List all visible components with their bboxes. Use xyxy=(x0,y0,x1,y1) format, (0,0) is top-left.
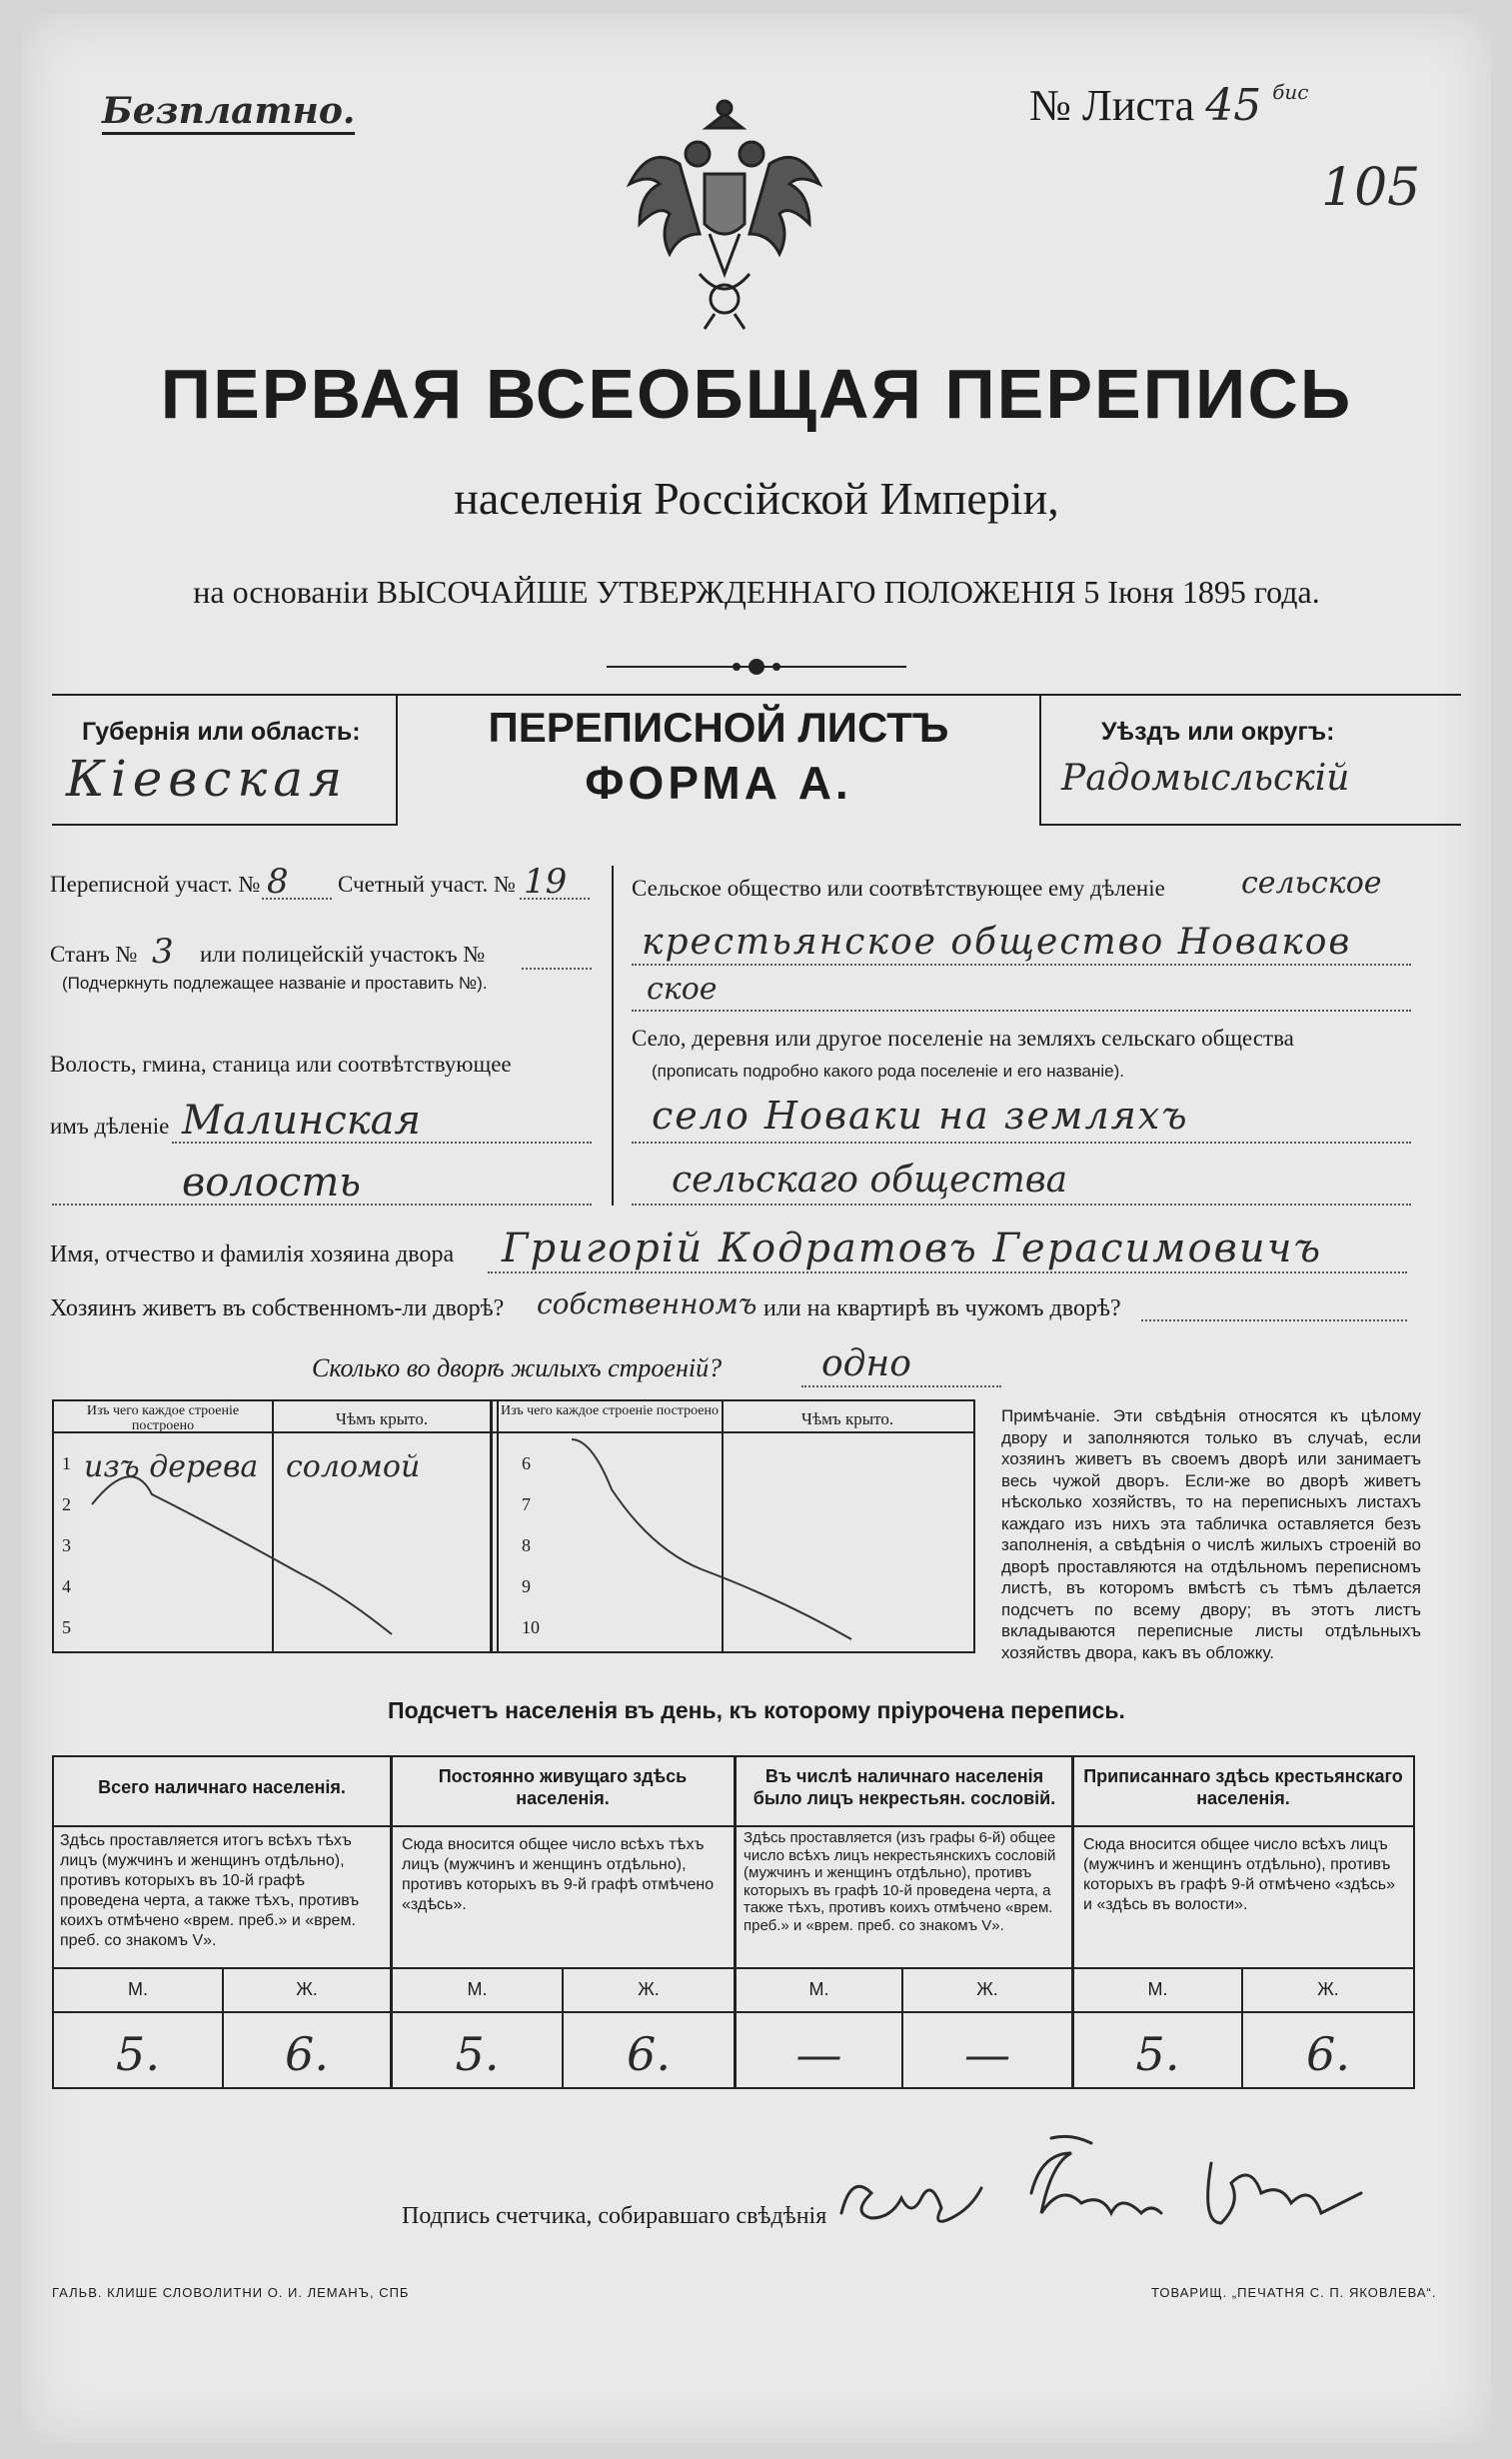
society-underline-1 xyxy=(632,964,1411,966)
row-number: 10 xyxy=(522,1617,540,1637)
signature-label: Подпись счетчика, собиравшаго свѣдѣнія xyxy=(402,2203,827,2229)
buildings-value: одно xyxy=(821,1343,911,1384)
pop-col1-m-value: 5. xyxy=(116,2027,160,2081)
pop-col2-m-label: М. xyxy=(467,1979,488,1999)
count-section-value: 19 xyxy=(524,862,568,902)
pop-col1-f-label: Ж. xyxy=(296,1979,318,1999)
sheet-number-label: № Листа xyxy=(1029,81,1195,130)
material-header-left: Изъ чего каждое строеніе построено xyxy=(86,1403,240,1433)
col1-head-line xyxy=(54,1825,390,1827)
pop-col2-desc: Сюда вносится общее число всѣхъ тѣхъ лицъ (мужчинъ и женщинъ отдѣльно), противъ которыхъ въ 9-й графѣ отмѣчено «здѣсь». xyxy=(402,1836,715,1913)
stan-note: (Подчеркнуть подлежащее названіе и проставить №). xyxy=(62,974,488,993)
residence-label-1: Хозяинъ живетъ въ собственномъ-ли дворѣ? xyxy=(50,1295,505,1321)
pop-col2-head: Постоянно живущаго здѣсь населенія. xyxy=(438,1766,688,1808)
village-underline-2 xyxy=(632,1204,1411,1206)
residence-value: собственномъ xyxy=(537,1287,757,1320)
footer-left: ГАЛЬВ. КЛИШЕ СЛОВОЛИТНИ О. И. ЛЕМАНЪ, СПБ xyxy=(52,2285,410,2300)
society-value-2: крестьянское общество Новаков xyxy=(642,922,1352,963)
village-note: (прописать подробно какого рода поселеніе и его названіе). xyxy=(652,1062,1125,1081)
province-value: Кіевская xyxy=(66,750,349,808)
coat-of-arms-icon xyxy=(620,94,829,334)
population-caption: Подсчетъ населенія въ день, къ которому пріурочена перепись. xyxy=(388,1697,1125,1723)
pop-col4-head: Приписаннаго здѣсь крестьянскаго населенія. xyxy=(1083,1766,1403,1808)
basis-line: на основаніи ВЫСОЧАЙШЕ УТВЕРЖДЕННАГО ПОЛОЖЕНІЯ 5 Іюня 1895 года. xyxy=(193,574,1320,610)
enumerator-signature-icon xyxy=(831,2133,1391,2243)
form-letter: ФОРМА А. xyxy=(585,757,852,809)
residence-label-2: или на квартирѣ въ чужомъ дворѣ? xyxy=(763,1295,1121,1321)
count-section-underline xyxy=(520,898,590,900)
row-number: 1 xyxy=(62,1453,71,1473)
row-number: 8 xyxy=(522,1535,531,1555)
society-label: Сельское общество или соотвѣтствующее ему дѣленіе xyxy=(632,876,1165,901)
sheet-number-value: 45 xyxy=(1205,80,1262,131)
census-section-label: Переписной участ. № xyxy=(50,872,261,897)
buildings-note: Примѣчаніе. Эти свѣдѣнія относятся къ цѣлому двору и заполняются только въ случаѣ, если хозяинъ живетъ въ своемъ дворѣ или занимаетъ весь чужой дворъ. Если-же во дворѣ живетъ нѣсколько хозяйствъ, то на переписныхъ листахъ каждаго изъ нихъ эта табличка оставляется безъ заполненія, а свѣдѣнія о числѣ жилыхъ строеній во дворѣ проставляются на отдѣльномъ переписномъ листѣ, въ которомъ вмѣстѣ съ тѣмъ дѣлается подсчетъ по всему двору; въ этотъ листъ вкладываются переписные листы отдѣльныхъ хозяйствъ двора, какъ въ обложку. xyxy=(1001,1406,1421,1662)
row1-material: изъ дерева xyxy=(84,1449,259,1484)
society-underline-2 xyxy=(632,1010,1411,1012)
form-head-divider-right xyxy=(1039,694,1041,824)
pop-col2-f-value: 6. xyxy=(627,2027,671,2081)
pop-col3-f-label: Ж. xyxy=(976,1979,998,1999)
row-number: 7 xyxy=(522,1494,531,1514)
pop-col1-m-label: М. xyxy=(128,1979,148,1999)
pop-col2-f-label: Ж. xyxy=(638,1979,660,1999)
volost-value-2: волость xyxy=(182,1160,362,1206)
page-title: ПЕРВАЯ ВСЕОБЩАЯ ПЕРЕПИСЬ xyxy=(160,355,1353,433)
material-header-right: Изъ чего каждое строеніе построено xyxy=(501,1403,719,1418)
pop-col3-head: Въ числѣ наличнаго населенія было лицъ некрестьян. сословій. xyxy=(753,1766,1056,1808)
col3-head-line xyxy=(737,1825,1071,1827)
pop-col4-desc: Сюда вносится общее число всѣхъ лицъ (мужчинъ и женщинъ отдѣльно), противъ которыхъ въ графѣ 9-й отмѣчено «здѣсь» и «здѣсь въ волости». xyxy=(1083,1836,1396,1913)
pop-col1-desc: Здѣсь проставляется итогъ всѣхъ тѣхъ лицъ (мужчинъ и женщинъ отдѣльно), противъ которыхъ въ 10-й графѣ проведена черта, а также тѣхъ, противъ коихъ отмѣчено «врем. преб.» и «врем. преб. со знакомъ V». xyxy=(60,1832,360,1949)
census-section-underline xyxy=(262,898,332,900)
pop-col3-m-label: М. xyxy=(808,1979,829,1999)
row1-roof: соломой xyxy=(286,1449,421,1484)
footer-right: ТОВАРИЩ. „ПЕЧАТНЯ С. П. ЯКОВЛЕВА“. xyxy=(1151,2285,1437,2300)
pop-col4-f-label: Ж. xyxy=(1317,1979,1339,1999)
row-number: 9 xyxy=(522,1576,531,1596)
form-title: ПЕРЕПИСНОЙ ЛИСТЪ xyxy=(488,704,949,751)
row-number: 4 xyxy=(62,1576,71,1596)
count-section-label: Счетный участ. № xyxy=(338,872,516,897)
pop-col4-m-value: 5. xyxy=(1135,2027,1180,2081)
stan-label: Станъ № xyxy=(50,942,138,967)
volost-value-1: Малинская xyxy=(182,1098,422,1144)
society-value-1: сельское xyxy=(1241,866,1382,901)
sheet-number-note: бис xyxy=(1272,80,1309,104)
village-value-1: село Новаки на земляхъ xyxy=(652,1094,1189,1138)
stan-value: 3 xyxy=(152,932,174,972)
pop-col4-m-label: М. xyxy=(1147,1979,1168,1999)
society-value-3: ское xyxy=(647,972,718,1007)
roof-header-left: Чѣмъ крыто. xyxy=(335,1409,429,1428)
pop-col2-m-value: 5. xyxy=(455,2027,500,2081)
form-head-bottom-left xyxy=(52,824,398,826)
row-number: 3 xyxy=(62,1535,71,1555)
roof-header-right: Чѣмъ крыто. xyxy=(800,1409,894,1428)
volost-underline-1 xyxy=(172,1142,592,1144)
pop-col3-desc: Здѣсь проставляется (изъ графы 6-й) общее число всѣхъ лицъ некрестьянскихъ сословій (мужчинъ и женщинъ отдѣльно), противъ которыхъ въ графѣ 10-й проведена черта, а также тѣхъ, противъ коихъ отмѣчено «врем. преб.» и «врем. преб. со знакомъ V». xyxy=(744,1829,1056,1934)
residence-underline xyxy=(1141,1319,1407,1321)
owner-name-value: Григорій Кодратовъ Герасимовичъ xyxy=(502,1226,1323,1271)
buildings-underline xyxy=(801,1385,1001,1387)
district-label: Уѣздъ или округъ: xyxy=(1101,718,1335,746)
page-subtitle: населенія Россійской Имперіи, xyxy=(454,473,1059,524)
row-number: 6 xyxy=(522,1453,531,1473)
census-section-value: 8 xyxy=(267,862,289,902)
ornament-icon xyxy=(607,652,906,682)
sheet-number xyxy=(1029,80,1309,131)
col2-head-line xyxy=(393,1825,734,1827)
fields-divider xyxy=(612,866,614,1206)
free-label: Безплатно. xyxy=(102,90,355,135)
village-underline-1 xyxy=(632,1142,1411,1144)
volost-label-2: имъ дѣленіе xyxy=(50,1114,170,1139)
row-number: 2 xyxy=(62,1494,71,1514)
police-underline xyxy=(522,968,592,970)
pop-col1-f-value: 6. xyxy=(285,2027,329,2081)
pop-col3-f-value: — xyxy=(964,2027,1010,2081)
volost-underline-2 xyxy=(52,1204,592,1206)
owner-name-underline xyxy=(488,1271,1407,1273)
strike-through-lines xyxy=(52,1399,971,1649)
pop-col3-m-value: — xyxy=(795,2027,842,2081)
village-value-2: сельскаго общества xyxy=(672,1160,1068,1201)
volost-label-1: Волость, гмина, станица или соотвѣтствующее xyxy=(50,1052,512,1077)
row-number: 5 xyxy=(62,1617,71,1637)
form-head-top-border xyxy=(52,694,1461,696)
census-sheet xyxy=(22,14,1491,2443)
form-head-bottom-right xyxy=(1039,824,1461,826)
province-label: Губернія или область: xyxy=(82,718,361,746)
district-value: Радомысльскій xyxy=(1061,758,1350,799)
buildings-label: Сколько во дворѣ жилыхъ строеній? xyxy=(312,1353,723,1382)
col4-head-line xyxy=(1074,1825,1413,1827)
police-label: или полицейскій участокъ № xyxy=(200,942,486,967)
pop-col1-head: Всего наличнаго населенія. xyxy=(98,1777,346,1797)
village-label: Село, деревня или другое поселеніе на земляхъ сельскаго общества xyxy=(632,1026,1294,1051)
pop-col4-f-value: 6. xyxy=(1306,2027,1350,2081)
owner-name-label: Имя, отчество и фамилія хозяина двора xyxy=(50,1241,455,1267)
archive-number: 105 xyxy=(1321,158,1421,218)
